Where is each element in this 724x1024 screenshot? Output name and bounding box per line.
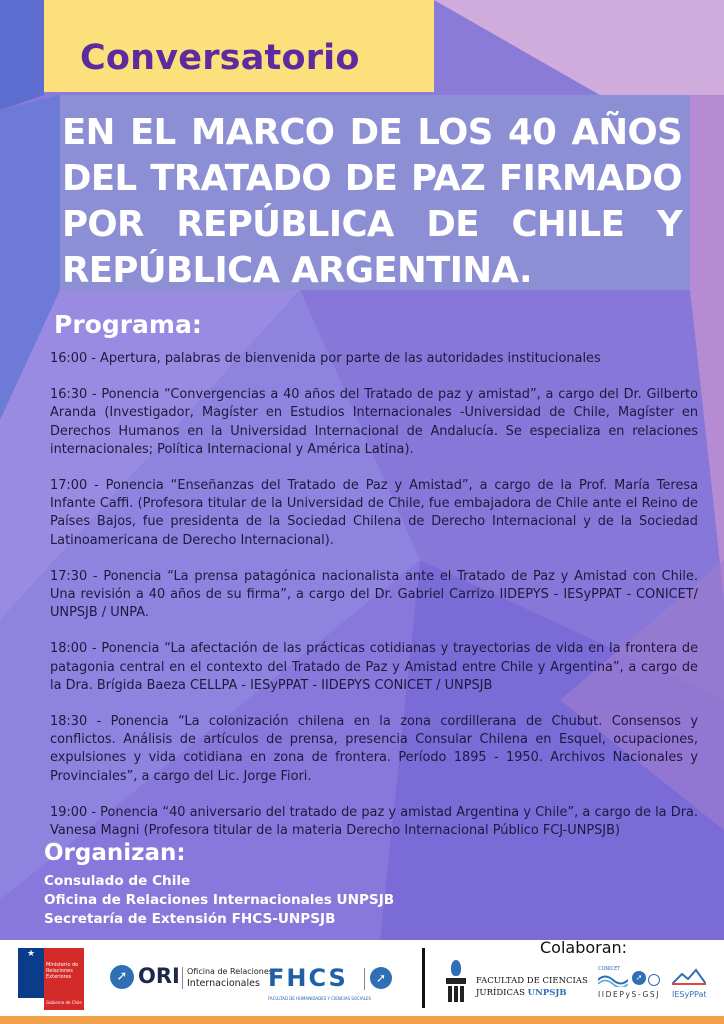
- program-item: 18:30 - Ponencia “La colonización chilena en la zona cordillerana de Chubut. Consensos y conflictos. Análisis de artículos de prensa, presencia Consular Chilena en Esquel, ocupaciones, expulsiones y vida cotidiana en zona de frontera. Período 1895 - 1950. Archivos Nacionales y Provinciales”, a cargo del Lic. Jorge Fiori.: [50, 714, 698, 784]
- program-item: 17:00 - Ponencia “Enseñanzas del Tratado de Paz y Amistad”, a cargo de la Prof. María Teresa Infante Caffi. (Profesora titular de la Universidad de Chile, fue embajadora de Chile ante el Reino de Países Bajos, fue presidenta de la Sociedad Chilena de Derecho Internacional y de la Sociedad Latinoamericana de Derecho Internacional).: [50, 478, 698, 548]
- fcj-text-3: UNPSJB: [527, 988, 567, 998]
- program-item: 18:00 - Ponencia “La afectación de las prácticas cotidianas y trayectorias de vida en la frontera de patagonia central en el contexto del Tratado de Paz y Amistad entre Chile y Argentina”, a cargo de la Dra. Brígida Baeza CELLPA - IESyPPAT - IIDEPYS CONICET / UNPSJB: [50, 641, 698, 693]
- page-title: Conversatorio: [80, 38, 360, 78]
- collaborators-label: Colaboran:: [540, 938, 628, 957]
- program-item: 17:30 - Ponencia “La prensa patagónica nacionalista ante el Tratado de Paz y Amistad con Chile. Una revisión a 40 años de su firma”, a cargo del Dr. Gabriel Carrizo IIDEPYS - IESyPPAT - CONICET/ UNPSJB / UNPA.: [50, 568, 698, 621]
- compass-icon: ➚: [110, 965, 134, 989]
- minrel-text: Ministerio de Relaciones Exteriores: [46, 962, 79, 980]
- footer-logos: [0, 940, 724, 1016]
- program-list: [50, 350, 698, 858]
- fhcs-sub: FACULTAD DE HUMANIDADES Y CIENCIAS SOCIALES: [268, 996, 371, 1001]
- torch-icon: [446, 960, 466, 1006]
- star-icon: ★: [26, 949, 36, 959]
- iidepys-text: IIDEPyS-GSJ: [598, 990, 661, 999]
- fcj-text-2: JURÍDICAS: [476, 988, 525, 998]
- footer-bar: [0, 1016, 724, 1024]
- fcj-logo: [440, 960, 590, 1010]
- headline: EN EL MARCO DE LOS 40 AÑOS DEL TRATADO DE PAZ FIRMADO POR REPÚBLICA DE CHILE Y REPÚBLICA ARGENTINA.: [62, 112, 682, 291]
- ori-full-1: Oficina de Relaciones: [187, 967, 273, 976]
- divider: [422, 948, 425, 1008]
- minrel-logo: [18, 948, 88, 1010]
- conicet-text: CONICET: [598, 966, 621, 972]
- organizers-list: [44, 872, 394, 930]
- ori-full-2: Internacionales: [187, 978, 260, 989]
- mountain-icon: [672, 968, 706, 986]
- iesyppat-text: IESyPPat: [672, 990, 707, 999]
- program-item: 16:00 - Apertura, palabras de bienvenida por parte de las autoridades institucionales: [50, 351, 601, 366]
- fcj-text-1: FACULTAD DE CIENCIAS: [476, 976, 588, 986]
- minrel-sub: Gobierno de Chile: [46, 1000, 82, 1005]
- compass-icon: ➚: [370, 967, 392, 989]
- program-item: 16:30 - Ponencia “Convergencias a 40 años del Tratado de paz y amistad”, a cargo del Dr. Gilberto Aranda (Investigador, Magíster en Estudios Internacionales -Universidad de Chile, Magíster en Derechos Humanos en la Universidad Internacional de Andalucía. Se especializa en relaciones internacionales; Política Internacional y América Latina).: [50, 387, 698, 457]
- ori-text: ORI: [138, 964, 180, 988]
- wave-icon: [598, 973, 628, 987]
- organizer-item: Consulado de Chile: [44, 873, 191, 889]
- logo-dot: [648, 974, 660, 986]
- organizers-heading: Organizan:: [44, 840, 186, 866]
- compass-icon: ➚: [632, 971, 646, 985]
- program-heading: Programa:: [54, 310, 202, 339]
- conicet-logo: [596, 966, 724, 1010]
- fhcs-logo: [268, 964, 408, 1004]
- program-item: 19:00 - Ponencia “40 aniversario del tratado de paz y amistad Argentina y Chile”, a cargo de la Dra. Vanesa Magni (Profesora titular de la materia Derecho Internacional Público FCJ-UNPSJB): [50, 804, 698, 839]
- ori-logo: [110, 964, 273, 994]
- organizer-item: Oficina de Relaciones Internacionales UNPSJB: [44, 892, 395, 909]
- organizer-item: Secretaría de Extensión FHCS-UNPSJB: [44, 911, 336, 928]
- fhcs-text: FHCS: [268, 964, 348, 992]
